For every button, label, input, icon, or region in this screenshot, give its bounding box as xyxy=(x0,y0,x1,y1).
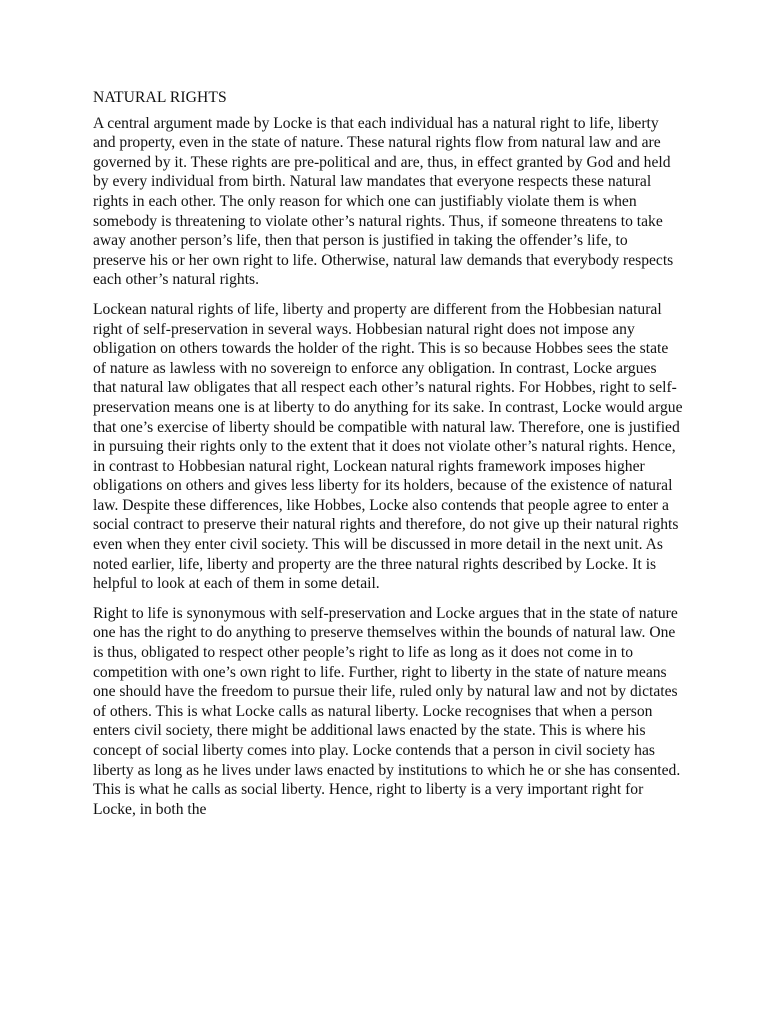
paragraph-locke-vs-hobbes: Lockean natural rights of life, liberty and property are different from the Hobbesian natural right of self-preservation in several ways. Hobbesian natural right does not impose any obligation on others towards the holder of the right. This is so because Hobbes sees the state of nature as lawless with no sovereign to enforce any obligation. In contrast, Locke argues that natural law obligates that all respect each other’s natural rights. For Hobbes, right to self-preservation means one is at liberty to do anything for its sake. In contrast, Locke would argue that one’s exercise of liberty should be compatible with natural law. Therefore, one is justified in pursuing their rights only to the extent that it does not violate other’s natural rights. Hence, in contrast to Hobbesian natural right, Lockean natural rights framework imposes higher obligations on others and gives less liberty for its holders, because of the existence of natural law. Despite these differences, like Hobbes, Locke also contends that people agree to enter a social contract to preserve their natural rights and therefore, do not give up their natural rights even when they enter civil society. This will be discussed in more detail in the next unit. As noted earlier, life, liberty and property are the three natural rights described by Locke. It is helpful to look at each of them in some detail. xyxy=(93,300,683,593)
document-page xyxy=(93,88,683,829)
paragraph-right-to-life-liberty: Right to life is synonymous with self-preservation and Locke argues that in the state of nature one has the right to do anything to preserve themselves within the bounds of natural law. One is thus, obligated to respect other people’s right to life as long as it does not come in to competition with one’s own right to life. Further, right to liberty in the state of nature means one should have the freedom to pursue their life, ruled only by natural law and not by dictates of others. This is what Locke calls as natural liberty. Locke recognises that when a person enters civil society, there might be additional laws enacted by the state. This is where his concept of social liberty comes into play. Locke contends that a person in civil society has liberty as long as he lives under laws enacted by institutions to which he or she has consented. This is what he calls as social liberty. Hence, right to liberty is a very important right for Locke, in both the xyxy=(93,604,681,818)
paragraph-natural-rights-intro: A central argument made by Locke is that each individual has a natural right to life, liberty and property, even in the state of nature. These natural rights flow from natural law and are governed by it. These rights are pre-political and are, thus, in effect granted by God and held by every individual from birth. Natural law mandates that everyone respects these natural rights in each other. The only reason for which one can justifiably violate them is when somebody is threatening to violate other’s natural rights. Thus, if someone threatens to take away another person’s life, then that person is justified in taking the offender’s life, to preserve his or her own right to life. Otherwise, natural law demands that everybody respects each other’s natural rights. xyxy=(93,114,674,289)
document-title: NATURAL RIGHTS xyxy=(93,89,227,106)
